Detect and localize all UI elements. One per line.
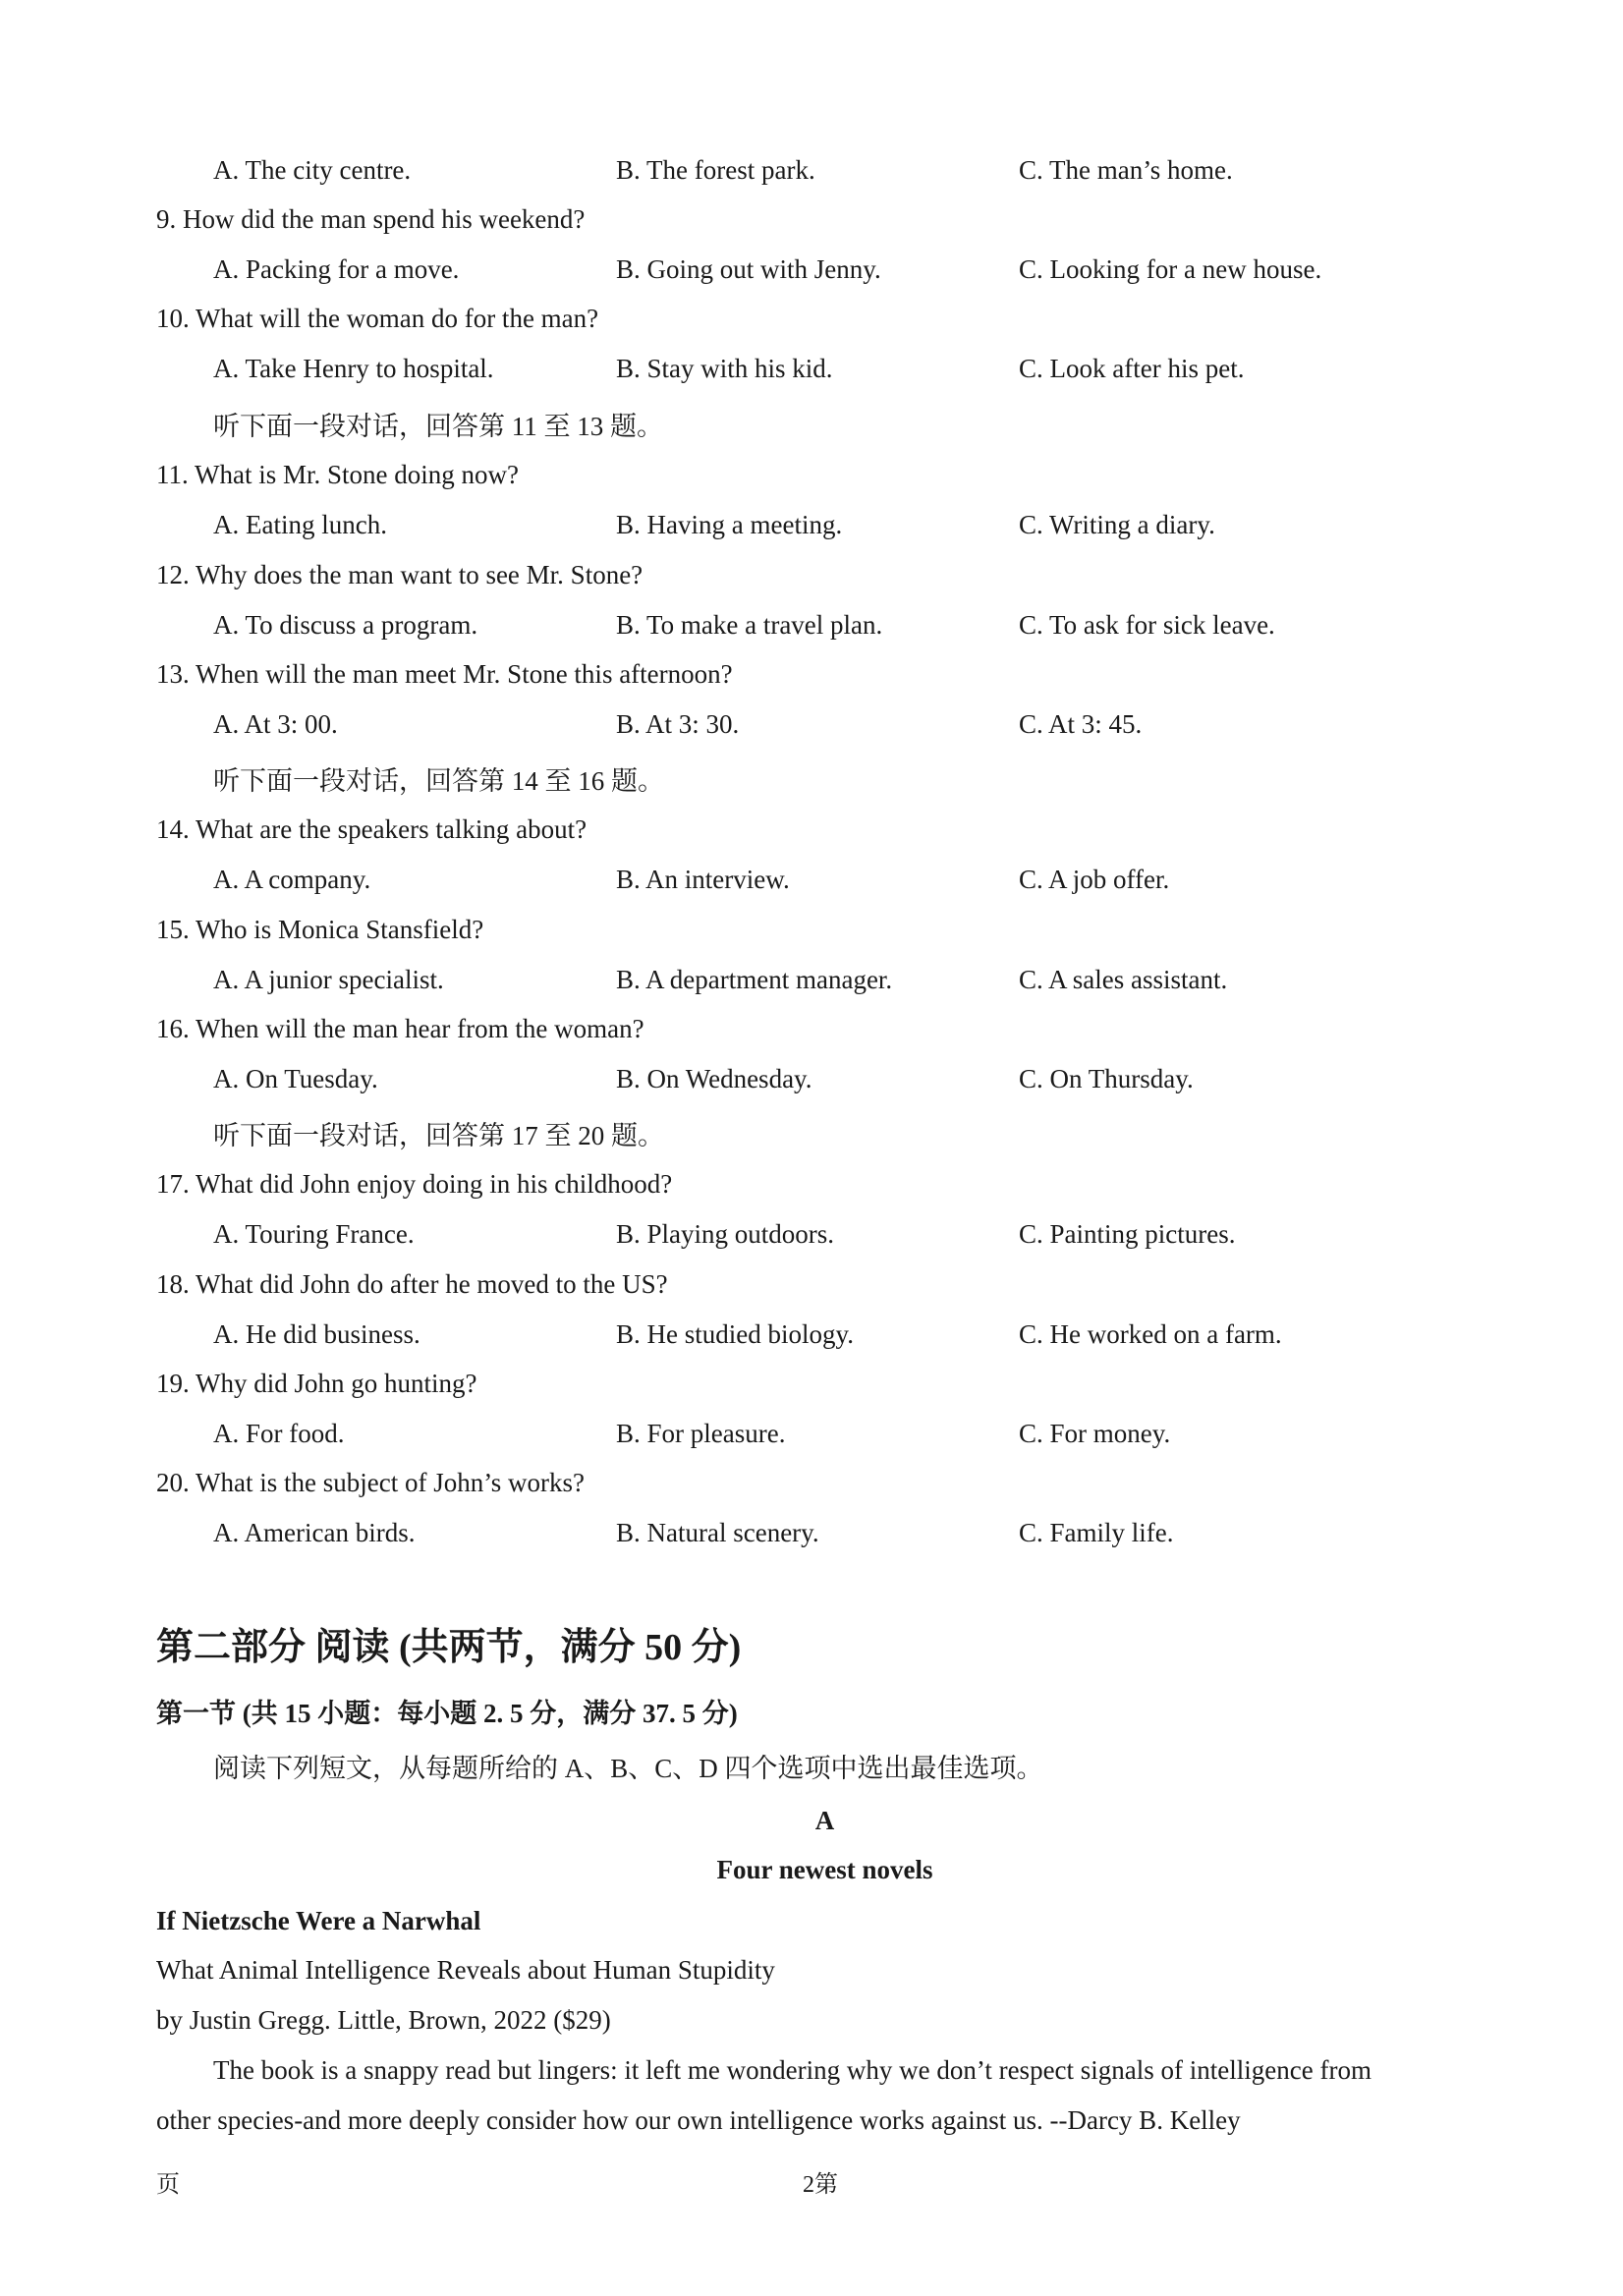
- q15-option-c: C. A sales assistant.: [1019, 965, 1228, 994]
- footer-left: 页: [156, 2172, 180, 2198]
- passage-title: Four newest novels: [716, 1855, 933, 1884]
- q14-option-a: A. A company.: [213, 865, 371, 894]
- q20-option-c: C. Family life.: [1019, 1518, 1174, 1547]
- q12-option-a: A. To discuss a program.: [213, 610, 478, 640]
- q17-option-b: B. Playing outdoors.: [616, 1219, 835, 1249]
- q9-option-a: A. Packing for a move.: [213, 254, 460, 284]
- q20-option-a: A. American birds.: [213, 1518, 416, 1547]
- q14-option-c: C. A job offer.: [1019, 865, 1170, 894]
- instruction-q17-20: 听下面一段对话，回答第 17 至 20 题。: [213, 1121, 664, 1150]
- review-line-2: other species-and more deeply consider how our own intelligence works against us. --Darcy B. Kelley: [156, 2105, 1241, 2135]
- q19-option-a: A. For food.: [213, 1419, 345, 1448]
- q12-option-c: C. To ask for sick leave.: [1019, 610, 1275, 640]
- question-13: 13. When will the man meet Mr. Stone this afternoon?: [156, 659, 733, 689]
- q10-option-a: A. Take Henry to hospital.: [213, 354, 494, 383]
- q13-option-b: B. At 3: 30.: [616, 709, 740, 739]
- question-20: 20. What is the subject of John’s works?: [156, 1468, 585, 1497]
- q12-option-b: B. To make a travel plan.: [616, 610, 883, 640]
- review-line-1: The book is a snappy read but lingers: it left me wondering why we don’t respect signals of intelligence from: [213, 2055, 1371, 2085]
- q13-option-a: A. At 3: 00.: [213, 709, 338, 739]
- q8-option-b: B. The forest park.: [616, 155, 815, 185]
- instruction-q11-13: 听下面一段对话，回答第 11 至 13 题。: [213, 412, 663, 441]
- q11-option-c: C. Writing a diary.: [1019, 510, 1215, 539]
- q8-option-a: A. The city centre.: [213, 155, 412, 185]
- q11-option-b: B. Having a meeting.: [616, 510, 843, 539]
- instruction-q14-16: 听下面一段对话，回答第 14 至 16 题。: [213, 766, 664, 796]
- q16-option-a: A. On Tuesday.: [213, 1064, 378, 1093]
- question-14: 14. What are the speakers talking about?: [156, 814, 588, 844]
- page-number: 2第: [803, 2172, 838, 2198]
- question-18: 18. What did John do after he moved to the US?: [156, 1269, 668, 1299]
- q17-option-a: A. Touring France.: [213, 1219, 415, 1249]
- question-10: 10. What will the woman do for the man?: [156, 304, 599, 333]
- question-16: 16. When will the man hear from the woman?: [156, 1014, 644, 1043]
- question-12: 12. Why does the man want to see Mr. Stone?: [156, 560, 644, 589]
- q20-option-b: B. Natural scenery.: [616, 1518, 819, 1547]
- q9-option-b: B. Going out with Jenny.: [616, 254, 881, 284]
- question-15: 15. Who is Monica Stansfield?: [156, 915, 484, 944]
- q14-option-b: B. An interview.: [616, 865, 790, 894]
- section1-title: 第一节 (共 15 小题：每小题 2. 5 分，满分 37. 5 分): [156, 1699, 738, 1728]
- q17-option-c: C. Painting pictures.: [1019, 1219, 1236, 1249]
- q13-option-c: C. At 3: 45.: [1019, 709, 1143, 739]
- question-17: 17. What did John enjoy doing in his childhood?: [156, 1169, 673, 1199]
- question-11: 11. What is Mr. Stone doing now?: [156, 460, 519, 489]
- q11-option-a: A. Eating lunch.: [213, 510, 387, 539]
- q19-option-c: C. For money.: [1019, 1419, 1171, 1448]
- book-byline: by Justin Gregg. Little, Brown, 2022 ($29): [156, 2005, 611, 2035]
- question-9: 9. How did the man spend his weekend?: [156, 204, 586, 234]
- q15-option-b: B. A department manager.: [616, 965, 893, 994]
- q15-option-a: A. A junior specialist.: [213, 965, 444, 994]
- q18-option-c: C. He worked on a farm.: [1019, 1319, 1282, 1349]
- q10-option-c: C. Look after his pet.: [1019, 354, 1245, 383]
- q9-option-c: C. Looking for a new house.: [1019, 254, 1322, 284]
- part2-title: 第二部分 阅读 (共两节，满分 50 分): [156, 1627, 742, 1668]
- q16-option-c: C. On Thursday.: [1019, 1064, 1194, 1093]
- book-title: If Nietzsche Were a Narwhal: [156, 1906, 481, 1935]
- book-subtitle: What Animal Intelligence Reveals about Human Stupidity: [156, 1955, 775, 1985]
- reading-instruction: 阅读下列短文，从每题所给的 A、B、C、D 四个选项中选出最佳选项。: [213, 1754, 1043, 1783]
- passage-letter: A: [814, 1806, 835, 1835]
- q16-option-b: B. On Wednesday.: [616, 1064, 812, 1093]
- q18-option-b: B. He studied biology.: [616, 1319, 854, 1349]
- question-19: 19. Why did John go hunting?: [156, 1369, 477, 1398]
- q8-option-c: C. The man’s home.: [1019, 155, 1233, 185]
- q19-option-b: B. For pleasure.: [616, 1419, 786, 1448]
- q18-option-a: A. He did business.: [213, 1319, 420, 1349]
- q10-option-b: B. Stay with his kid.: [616, 354, 833, 383]
